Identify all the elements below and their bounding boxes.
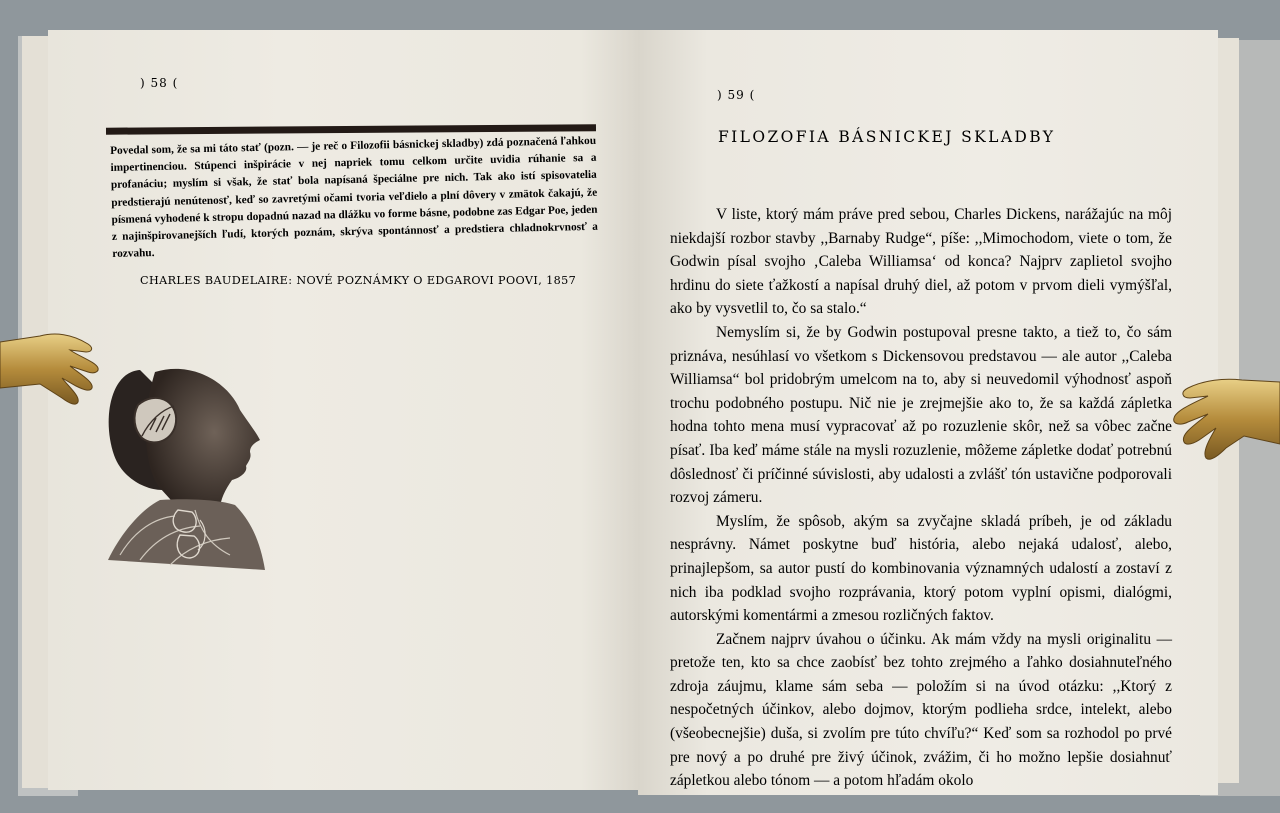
paragraph: V liste, ktorý mám práve pred sebou, Charles Dickens, narážajúc na môj niekdajší rozbor stavby ,,Barnaby Rudge“, píše: ,,Mimochodom, viete o tom, že Godwin písal svojho ‚Caleba Williamsa‘ od konca? Najprv zaplietol svojho hrdinu do siete ťažkostí a napísal druhý diel, až potom v prvom dieli vymýšľal, ako by vysvetlil to, čo sa stalo.“ — [670, 206, 1172, 318]
paragraph: Začnem najprv úvahou o účinku. Ak mám vždy na mysli originalitu — pretože ten, kto sa chce zaobísť bez tohto zrejmého a ľahko dosiahnuteľného zdroja záujmu, klame sám seba — položím si na úvod otázku: ,,Ktorý z nespočetných účinkov, alebo dojmov, ktorým podlieha srdce, intelekt, alebo (všeobecnejšie) duša, si zvolím pre túto chvíľu?“ Keď som sa rozhodol po prvé pre nový a po druhé pre živý účinok, zvážim, či ho možno lepšie dosiahnuť zápletkou alebo tónom — a potom hľadám okolo — [670, 630, 1172, 790]
woman-profile-illustration — [100, 360, 280, 580]
body-text — [670, 203, 1172, 793]
paragraph: Nemyslím si, že by Godwin postupoval presne takto, a tiež to, čo sám priznáva, nesúhlasí vo všetkom s Dickensovou predstavou — ale autor ,,Caleba Williamsa“ bol pridobrým umelcom na to, aby si neuvedomil výhodnosť aspoň trochu podobného postupu. Nič nie je zrejmejšie ako to, že sa každá zápletka hodna tohto mena musí vypracovať až po rozuzlenie skôr, než sa vôbec začne písať. Iba keď máme stále na mysli rozuzlenie, môžeme zápletke dodať potrebnú dôslednosť či príčinné súvislosti, aby udalosti a zvlášť tón ustavične podporovali rozvoj zámeru. — [670, 323, 1172, 507]
brass-hand-clip-icon — [0, 322, 100, 414]
brass-hand-clip-icon — [1172, 372, 1280, 472]
chapter-title: FILOZOFIA BÁSNICKEJ SKLADBY — [718, 128, 1056, 146]
epigraph-attribution: CHARLES BAUDELAIRE: NOVÉ POZNÁMKY O EDGAROVI POOVI, 1857 — [140, 274, 577, 287]
epigraph-text: Povedal som, že sa mi táto stať (pozn. — je reč o Filozofii básnickej skladby) zdá poznačená ľahkou impertinenciou. Stúpenci inšpirácie v nej napriek tomu celkom určite uvidia rúhanie sa a profanáciu; myslím si však, že stať bola napísaná špeciálne pre nich. Tak ako istí spisovatelia predstierajú nenútenosť, keď so zavretými očami tvoria veľdielo a plní dôvery v zmätok čakajú, že písmená vyhodené k stropu dopadnú nazad na dlážku vo forme básne, podobne zas Edgar Poe, jeden z najinšpirovanejších ľudí, ktorých poznám, skrýva spontánnosť a predstiera chladnokrvnosť a rozvahu. — [110, 134, 598, 261]
right-page-number: ) 59 ( — [717, 88, 756, 102]
left-page-number: ) 58 ( — [140, 76, 179, 90]
paragraph: Myslím, že spôsob, akým sa zvyčajne skladá príbeh, je od základu nesprávny. Námet poskytne buď história, alebo nejaká udalosť, alebo, prinajlepšom, sa autor pustí do kombinovania významných udalostí a zostaví z nich iba podklad svojho rozprávania, ktorý potom vyplní opismi, dialógmi, autorskými komentármi a zmesou rozličných faktov. — [670, 512, 1172, 625]
